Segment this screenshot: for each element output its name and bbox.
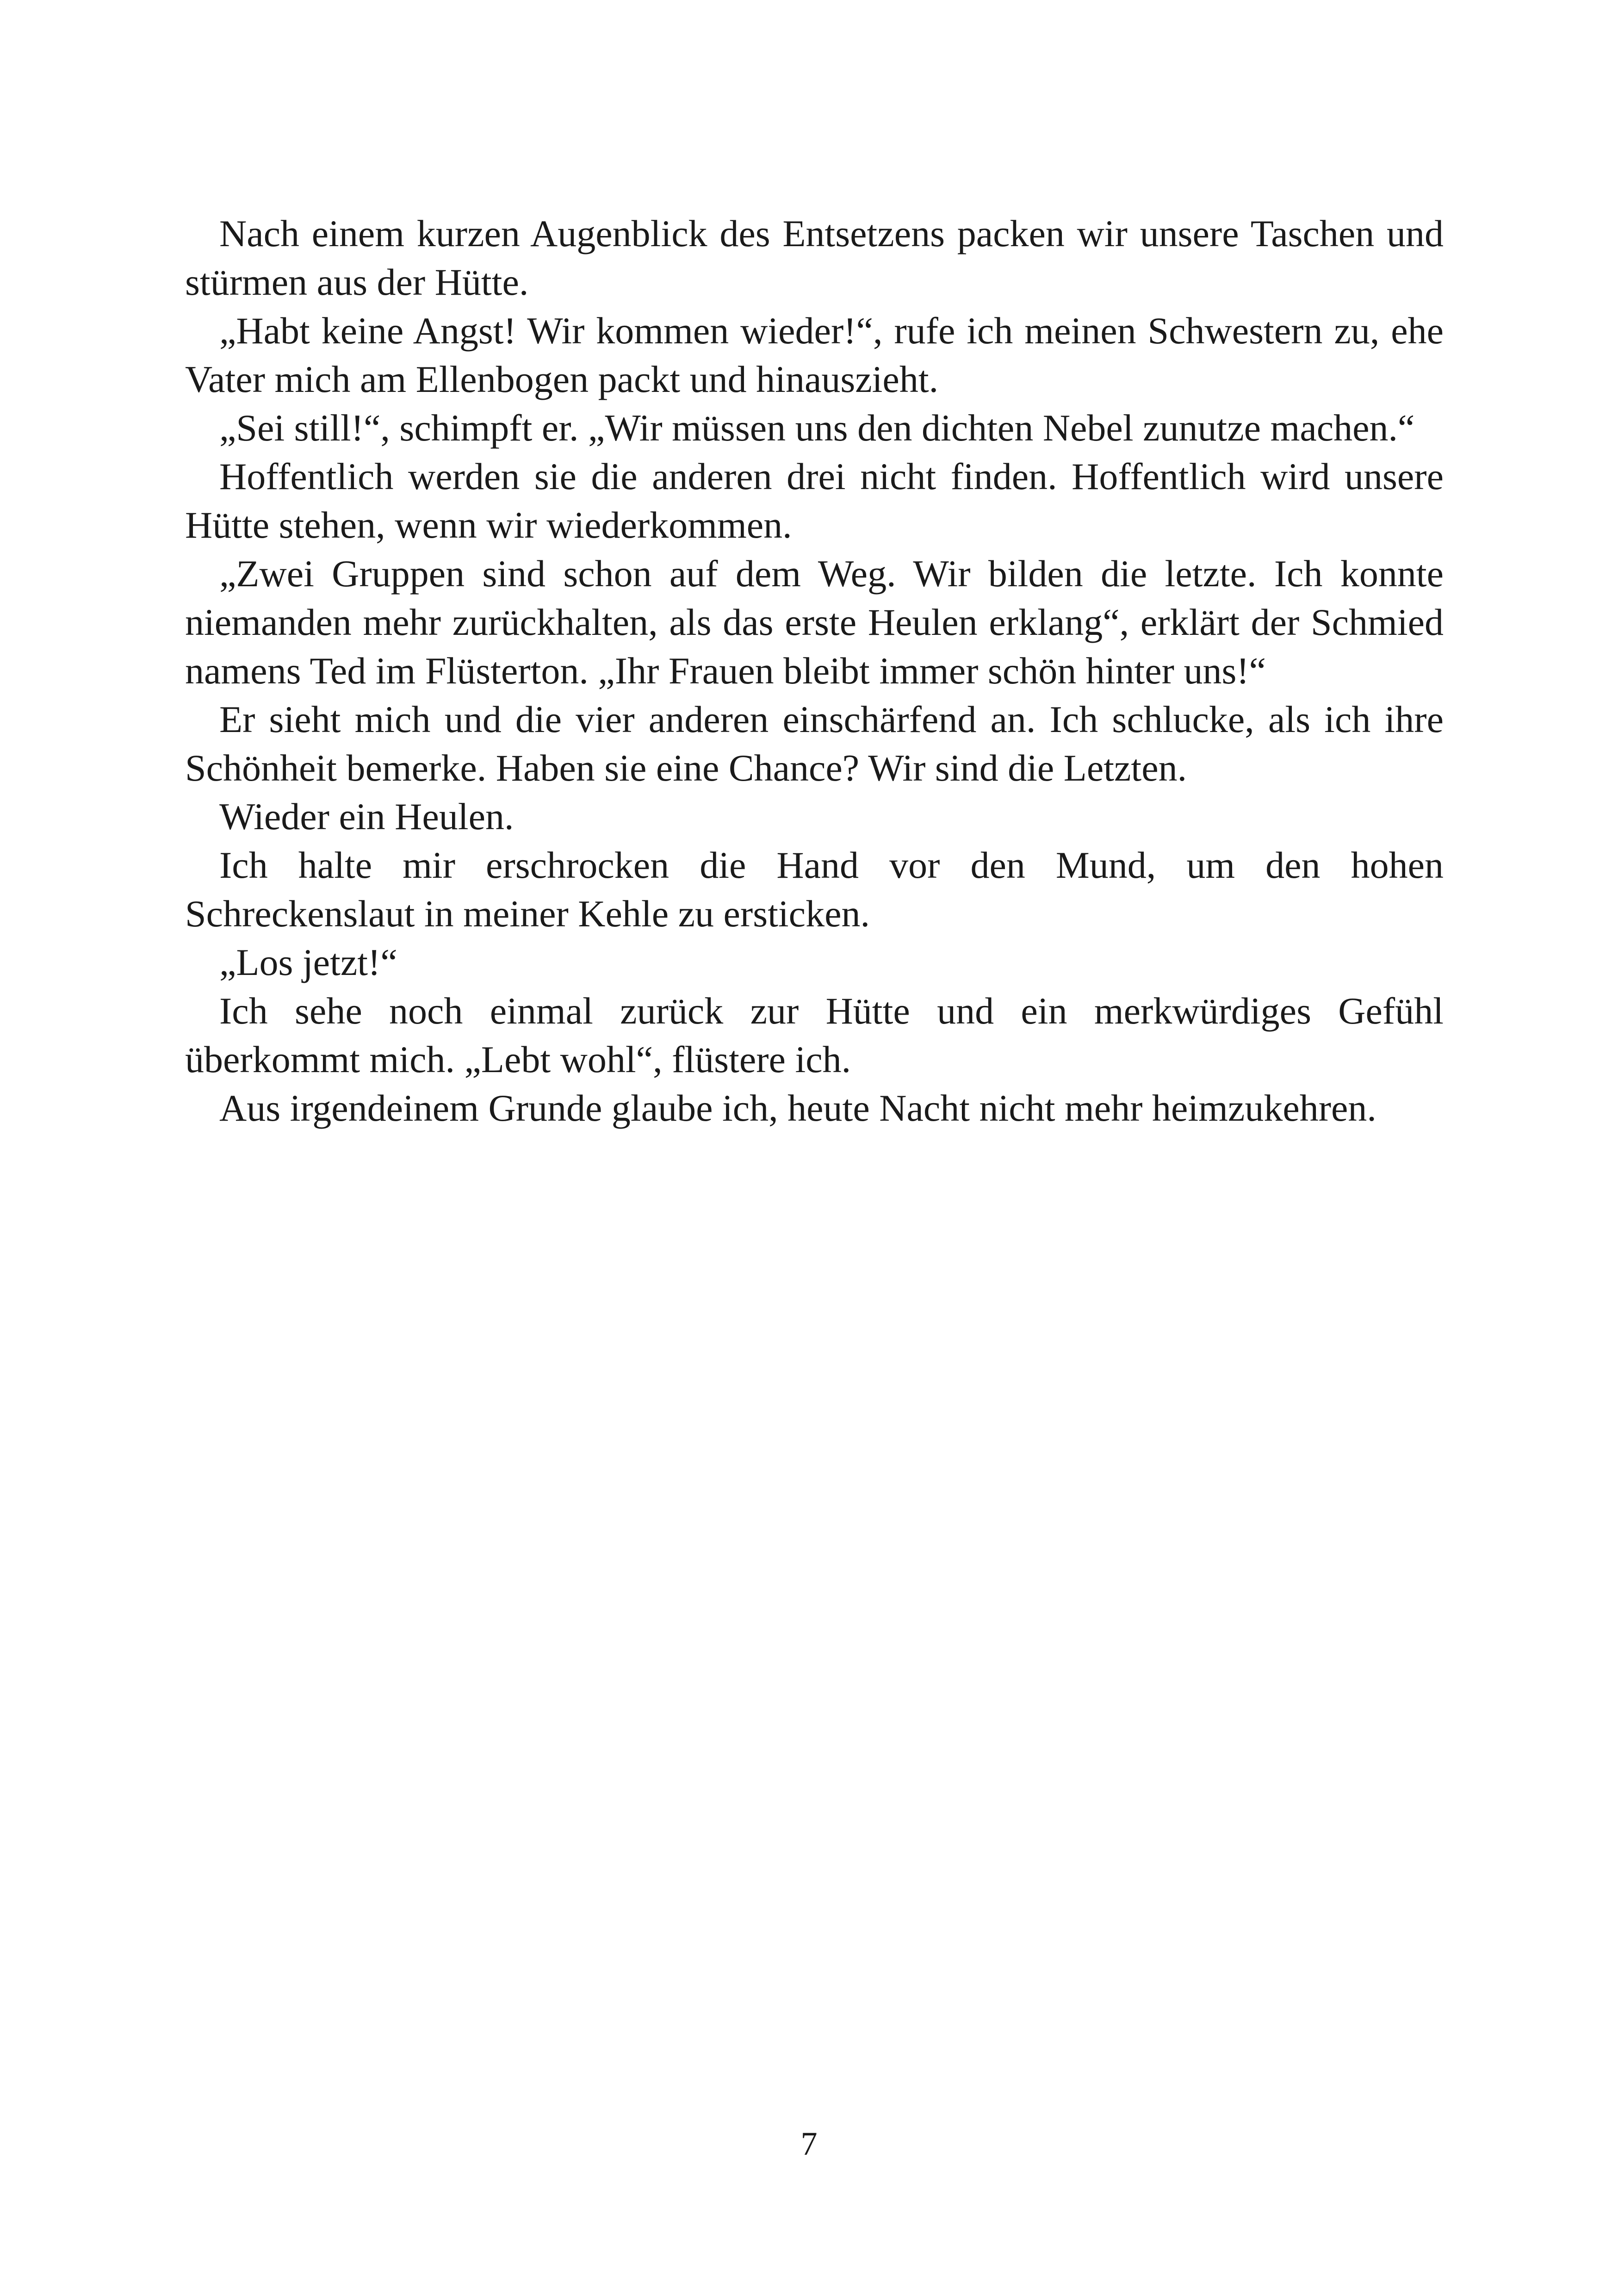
paragraph: „Sei still!“, schimpft er. „Wir müssen uns den dichten Nebel zunutze machen.“ xyxy=(219,407,1415,449)
paragraph: Wieder ein Heulen. xyxy=(219,795,514,838)
paragraph: „Habt keine Angst! Wir kommen wieder!“, rufe ich meinen Schwestern zu, ehe Vater mich am Ellenbogen packt und hinauszieht. xyxy=(185,310,1444,400)
page-number: 7 xyxy=(800,2125,818,2162)
paragraph: Aus irgendeinem Grunde glaube ich, heute Nacht nicht mehr heimzukehren. xyxy=(219,1087,1376,1129)
paragraph: Hoffentlich werden sie die anderen drei nicht finden. Hoffentlich wird unsere Hütte stehen, wenn wir wiederkommen. xyxy=(185,455,1444,546)
paragraph: Ich sehe noch einmal zurück zur Hütte und ein merkwürdiges Gefühl überkommt mich. „Lebt wohl“, flüstere ich. xyxy=(185,990,1444,1080)
paragraph: Ich halte mir erschrocken die Hand vor den Mund, um den hohen Schreckenslaut in meiner Kehle zu ersticken. xyxy=(185,844,1444,935)
body-text xyxy=(185,209,1444,1132)
paragraph: Nach einem kurzen Augenblick des Entsetzens packen wir unsere Taschen und stürmen aus der Hütte. xyxy=(185,212,1444,303)
paragraph: Er sieht mich und die vier anderen einschärfend an. Ich schlucke, als ich ihre Schönheit bemerke. Haben sie eine Chance? Wir sind die Letzten. xyxy=(185,698,1444,789)
paragraph: „Los jetzt!“ xyxy=(219,941,397,983)
paragraph: „Zwei Gruppen sind schon auf dem Weg. Wir bilden die letzte. Ich konnte niemanden mehr zurückhalten, als das erste Heulen erklang“, erklärt der Schmied namens Ted im Flüsterton. „Ihr Frauen bleibt immer schön hinter uns!“ xyxy=(185,552,1444,692)
